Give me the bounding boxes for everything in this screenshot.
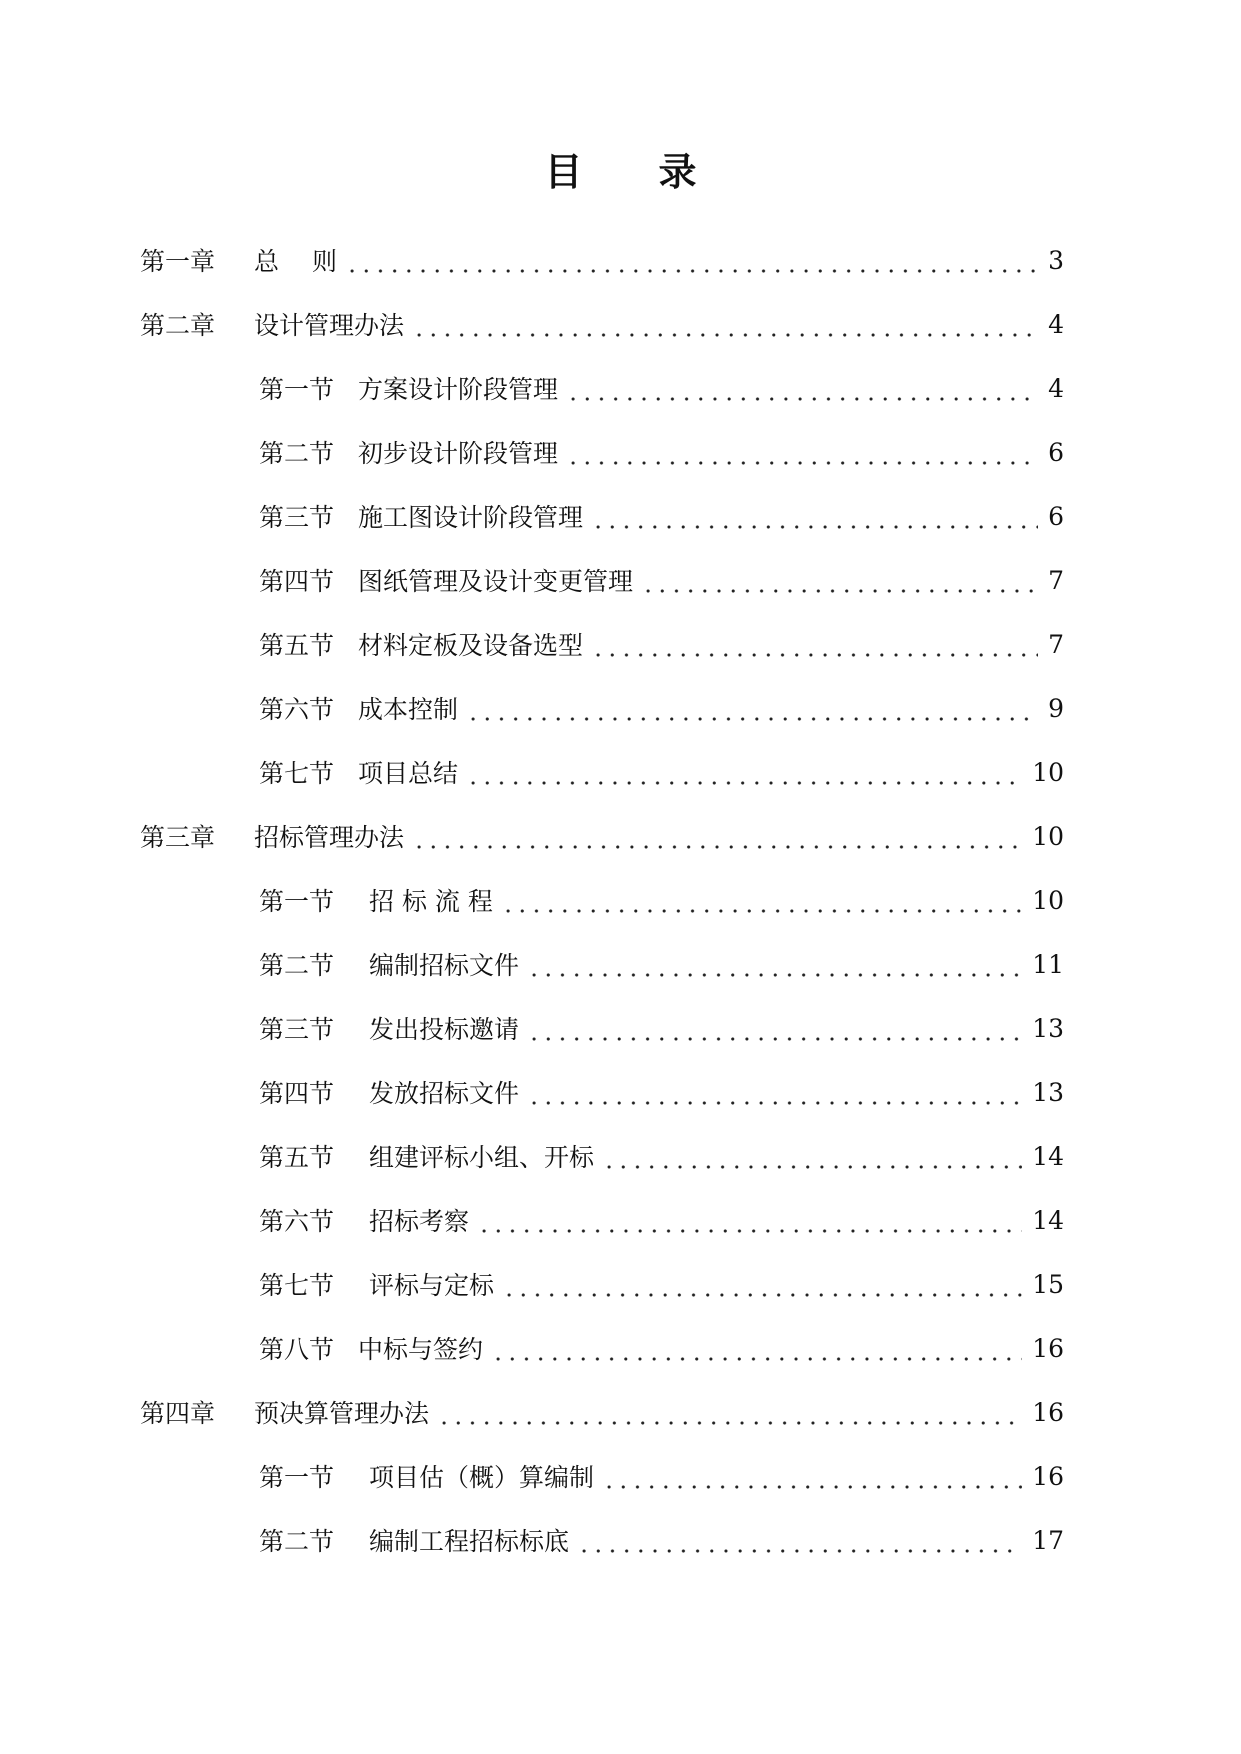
dot-leader [491, 1334, 1022, 1362]
toc-entry-number: 第三节 [259, 1015, 335, 1044]
toc-entry-title: 招标考察 [369, 1207, 470, 1236]
dot-leader [466, 694, 1038, 722]
toc-entry-number: 第四节 [259, 567, 335, 596]
dot-leader [566, 438, 1038, 466]
dot-leader [502, 1270, 1022, 1298]
toc-entry-number: 第二节 [259, 951, 335, 980]
toc-entry-page: 17 [1032, 1525, 1064, 1555]
toc-entry-number: 第四章 [140, 1399, 216, 1428]
toc-entry-number: 第二章 [140, 311, 216, 340]
toc-entry-page: 9 [1048, 693, 1064, 723]
toc-entry-number: 第一节 [259, 1463, 335, 1492]
toc-entry-section[interactable] [259, 688, 1064, 728]
dot-leader [591, 630, 1038, 658]
toc-entry-page: 6 [1048, 437, 1064, 467]
toc-entry-title: 项目估（概）算编制 [369, 1463, 595, 1492]
toc-entry-number: 第三节 [259, 503, 335, 532]
dot-leader [527, 950, 1022, 978]
toc-entry-page: 16 [1032, 1333, 1064, 1363]
toc-entry-number: 第六节 [259, 1207, 335, 1236]
dot-leader [527, 1078, 1022, 1106]
toc-entry-number: 第五节 [259, 1143, 335, 1172]
toc-entry-section[interactable] [259, 1008, 1064, 1048]
toc-entry-section[interactable] [259, 496, 1064, 536]
toc-entry-page: 10 [1032, 821, 1064, 851]
dot-leader [577, 1526, 1022, 1554]
toc-entry-number: 第一节 [259, 375, 335, 404]
toc-entry-number: 第三章 [140, 823, 216, 852]
dot-leader [412, 310, 1038, 338]
toc-entry-section[interactable] [259, 880, 1064, 920]
toc-entry-section[interactable] [259, 944, 1064, 984]
dot-leader [591, 502, 1038, 530]
toc-entry-title: 施工图设计阶段管理 [358, 503, 584, 532]
toc-entry-section[interactable] [259, 1264, 1064, 1304]
dot-leader [466, 758, 1022, 786]
toc-entry-number: 第六节 [259, 695, 335, 724]
toc-entry-page: 3 [1048, 245, 1064, 275]
toc-entry-number: 第一章 [140, 247, 216, 276]
toc-entry-title: 评标与定标 [369, 1271, 495, 1300]
toc-entry-page: 13 [1032, 1013, 1064, 1043]
toc-entry-number: 第七节 [259, 759, 335, 788]
page-title: 目 录 [544, 150, 697, 194]
toc-entry-page: 7 [1048, 565, 1064, 595]
toc-entry-chapter[interactable] [140, 1392, 1064, 1432]
toc-entry-chapter[interactable] [140, 240, 1064, 280]
toc-entry-title: 编制工程招标标底 [369, 1527, 570, 1556]
dot-leader [501, 886, 1022, 914]
dot-leader [641, 566, 1038, 594]
toc-entry-page: 7 [1048, 629, 1064, 659]
toc-entry-title: 材料定板及设备选型 [358, 631, 584, 660]
toc-entry-section[interactable] [259, 752, 1064, 792]
dot-leader [477, 1206, 1022, 1234]
toc-entry-number: 第五节 [259, 631, 335, 660]
toc-entry-number: 第八节 [259, 1335, 335, 1364]
toc-entry-section[interactable] [259, 1328, 1064, 1368]
dot-leader [566, 374, 1038, 402]
dot-leader [412, 822, 1022, 850]
toc-entry-number: 第四节 [259, 1079, 335, 1108]
toc-entry-section[interactable] [259, 1072, 1064, 1112]
toc-entry-chapter[interactable] [140, 304, 1064, 344]
dot-leader [527, 1014, 1022, 1042]
dot-leader [437, 1398, 1022, 1426]
toc-entry-title: 初步设计阶段管理 [358, 439, 559, 468]
toc-entry-page: 16 [1032, 1461, 1064, 1491]
toc-entry-number: 第二节 [259, 1527, 335, 1556]
toc-entry-title: 中标与签约 [358, 1335, 484, 1364]
toc-entry-title: 编制招标文件 [369, 951, 520, 980]
toc-entry-page: 11 [1032, 949, 1064, 979]
toc-entry-page: 16 [1032, 1397, 1064, 1427]
dot-leader [345, 246, 1038, 274]
toc-entry-page: 15 [1032, 1269, 1064, 1299]
toc-entry-title: 图纸管理及设计变更管理 [358, 567, 634, 596]
toc-entry-page: 10 [1032, 885, 1064, 915]
toc-entry-number: 第七节 [259, 1271, 335, 1300]
toc-entry-title: 总 则 [254, 247, 337, 276]
toc-entry-title: 设计管理办法 [254, 311, 405, 340]
toc-entry-page: 14 [1032, 1205, 1064, 1235]
toc-entry-section[interactable] [259, 1136, 1064, 1176]
toc-entry-title: 方案设计阶段管理 [358, 375, 559, 404]
toc-entry-section[interactable] [259, 368, 1064, 408]
toc-entry-section[interactable] [259, 1520, 1064, 1560]
toc-entry-section[interactable] [259, 624, 1064, 664]
toc-entry-section[interactable] [259, 432, 1064, 472]
toc-entry-number: 第二节 [259, 439, 335, 468]
dot-leader [602, 1142, 1022, 1170]
toc-entry-title: 项目总结 [358, 759, 459, 788]
toc-entry-section[interactable] [259, 560, 1064, 600]
toc-entry-title: 组建评标小组、开标 [369, 1143, 595, 1172]
toc-entry-title: 发放招标文件 [369, 1079, 520, 1108]
toc-entry-title: 招标管理办法 [254, 823, 405, 852]
toc-entry-page: 4 [1048, 309, 1064, 339]
toc-entry-title: 成本控制 [358, 695, 459, 724]
toc-entry-number: 第一节 [259, 887, 335, 916]
toc-entry-page: 13 [1032, 1077, 1064, 1107]
toc-entry-title: 招 标 流 程 [369, 887, 493, 916]
toc-entry-section[interactable] [259, 1456, 1064, 1496]
toc-entry-chapter[interactable] [140, 816, 1064, 856]
dot-leader [602, 1462, 1022, 1490]
toc-entry-page: 6 [1048, 501, 1064, 531]
toc-entry-section[interactable] [259, 1200, 1064, 1240]
toc-entry-title: 发出投标邀请 [369, 1015, 520, 1044]
toc-entry-page: 14 [1032, 1141, 1064, 1171]
toc-entry-page: 4 [1048, 373, 1064, 403]
toc-entry-title: 预决算管理办法 [254, 1399, 430, 1428]
toc-entry-page: 10 [1032, 757, 1064, 787]
